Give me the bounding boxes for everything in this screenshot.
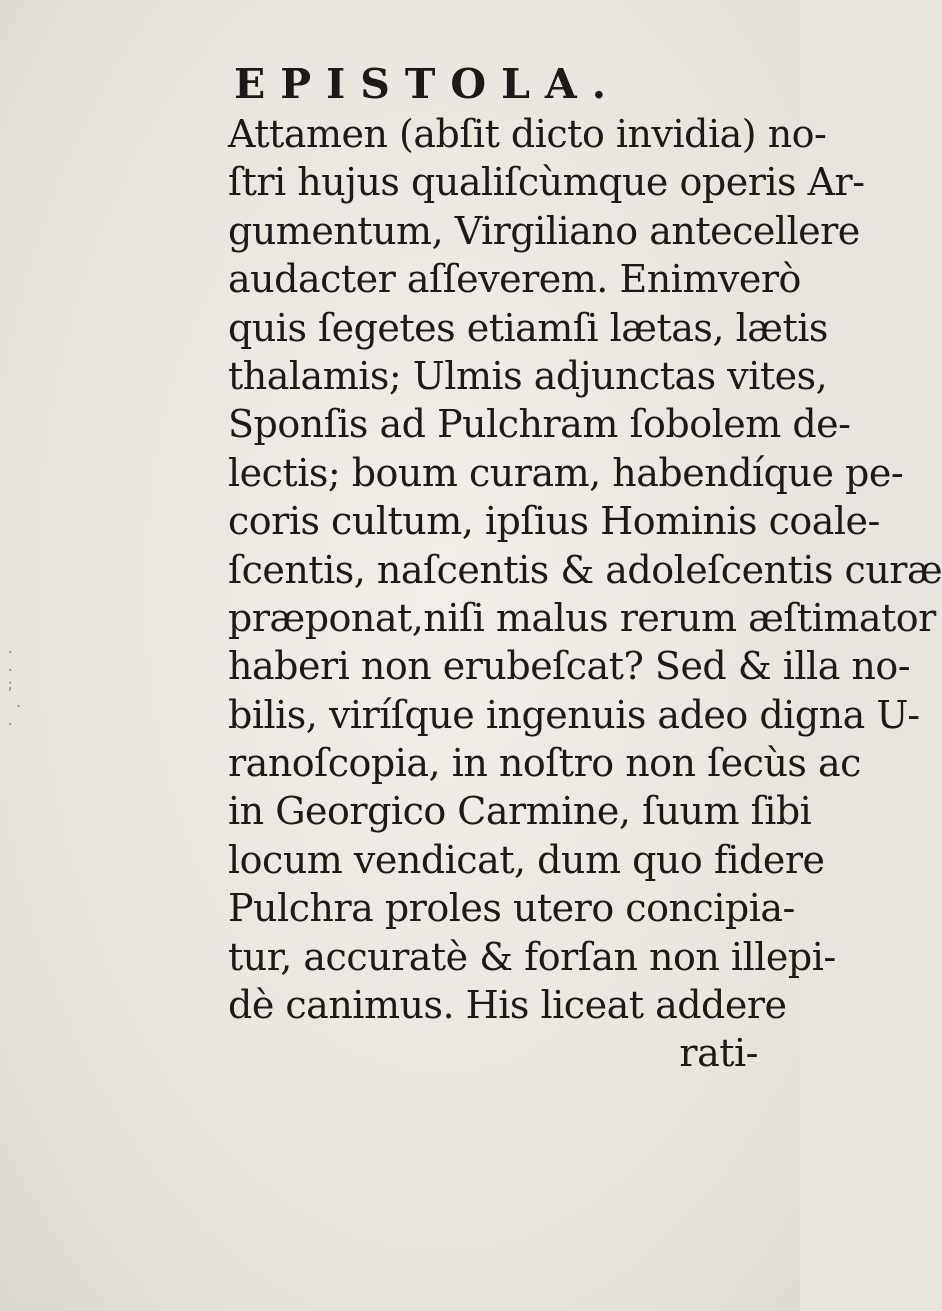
- body-text: [228, 110, 942, 1029]
- text-line: coris cultum, ipſius Hominis coale-: [228, 499, 880, 544]
- catchword: rati-: [679, 1031, 758, 1076]
- text-line: thalamis; Ulmis adjunctas vites,: [228, 353, 828, 398]
- text-line: Pulchra proles utero concipia-: [228, 886, 795, 931]
- text-line: in Georgico Carmine, ſuum ſibi: [228, 789, 812, 834]
- text-line: gumentum, Virgiliano antecellere: [228, 208, 860, 253]
- text-line: ranoſcopia, in noſtro non ſecùs ac: [228, 741, 861, 786]
- text-line: ſcentis, naſcentis & adoleſcentis curæ: [228, 547, 942, 592]
- text-line: dè canimus. His liceat addere: [228, 983, 787, 1028]
- text-line: audacter aſſeverem. Enimverò: [228, 257, 801, 302]
- text-line: ſtri hujus qualiſcùmque operis Ar-: [228, 160, 865, 205]
- text-line: locum vendicat, dum quo fidere: [228, 837, 825, 882]
- text-line: haberi non erubeſcat? Sed & illa no-: [228, 644, 911, 689]
- text-line: bilis, viríſque ingenuis adeo digna U-: [228, 692, 920, 737]
- text-line: Sponſis ad Pulchram ſobolem de-: [228, 402, 851, 447]
- text-line: tur, accuratè & forſan non illepi-: [228, 934, 836, 979]
- text-line: quis ſegetes etiamſi lætas, lætis: [228, 305, 828, 350]
- text-line: Attamen (abſit dicto invidia) no-: [228, 112, 827, 156]
- text-line: lectis; boum curam, habendíque pe-: [228, 450, 904, 495]
- margin-marks: . . ; . .: [6, 641, 23, 729]
- text-block: [228, 60, 942, 1078]
- text-line: præponat,niſi malus rerum æſtimator: [228, 595, 936, 640]
- running-head: EPISTOLA.: [234, 60, 622, 108]
